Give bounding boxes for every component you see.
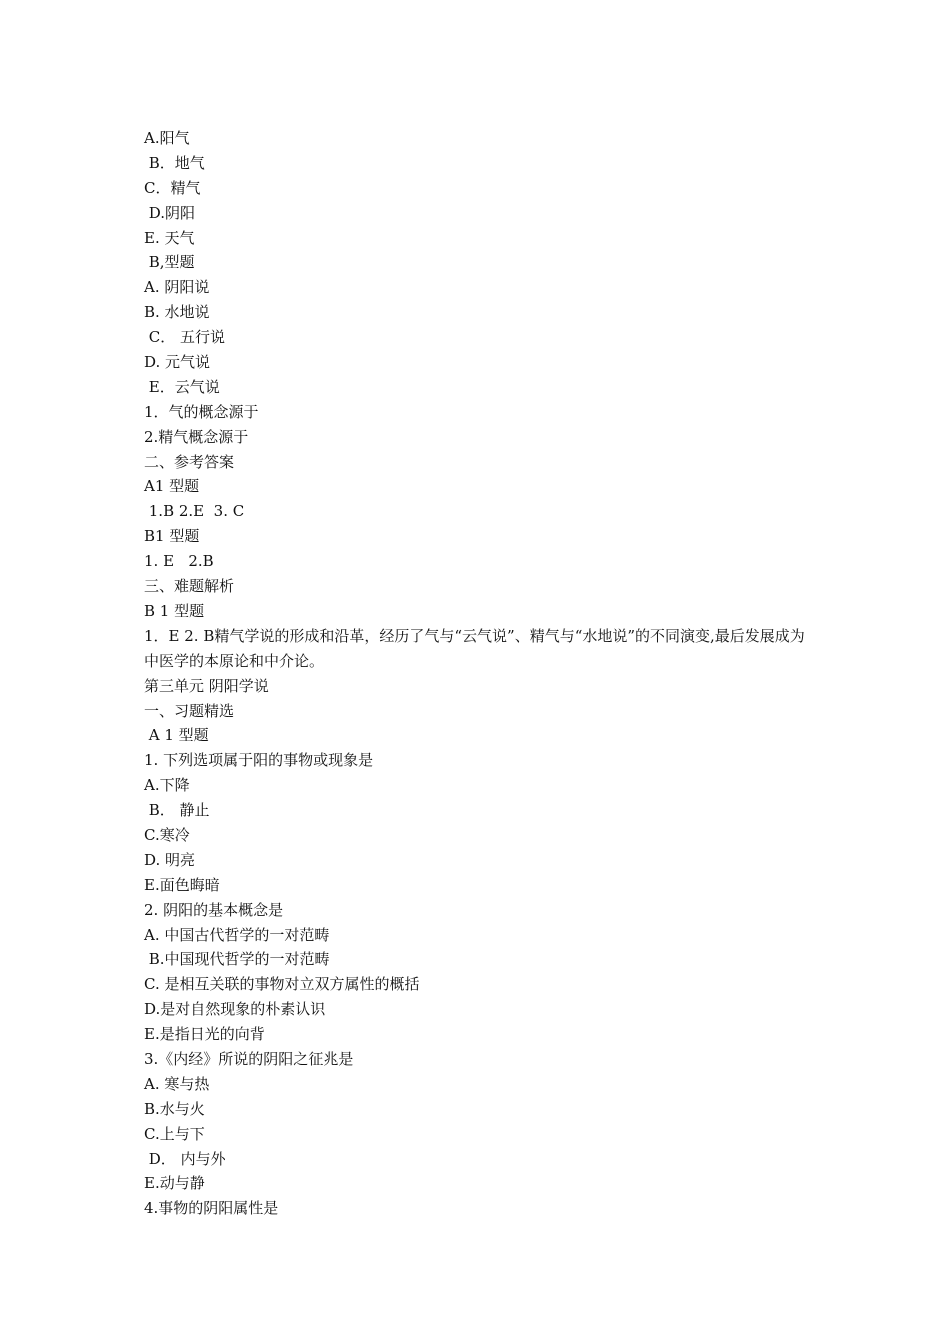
- option-e-tianqi: E. 天气: [144, 228, 195, 247]
- answer-list-b1: 1. E 2.B: [144, 552, 214, 571]
- subheading-b1-analysis: B 1 型题: [144, 601, 205, 620]
- option-e-dark-complexion: E.面色晦暗: [144, 875, 220, 894]
- question-yinyang-attribute: 4.事物的阴阳属性是: [144, 1199, 279, 1218]
- option-d-yinyang: D.阴阳: [144, 203, 196, 222]
- option-c-cold: C.寒冷: [144, 825, 190, 844]
- question-2: 2.精气概念源于: [144, 427, 249, 446]
- subheading-a1-type: A1 型题: [144, 477, 200, 496]
- option-b-modern-philosophy: B.中国现代哲学的一对范畴: [144, 950, 330, 969]
- question-yang-phenomenon: 1. 下列选项属于阳的事物或现象是: [144, 751, 374, 770]
- question-1: 1．气的概念源于: [144, 402, 259, 421]
- subheading-a1-exercises: A 1 型题: [144, 726, 209, 745]
- option-e-sunlight-facing: E.是指日光的向背: [144, 1025, 265, 1044]
- option-e-yunqi-theory: E．云气说: [144, 377, 220, 396]
- option-d-bright: D. 明亮: [144, 850, 196, 869]
- unit-title-yinyang: 第三单元 阴阳学说: [144, 676, 269, 695]
- option-a-descend: A.下降: [144, 776, 190, 795]
- document-body: [144, 126, 814, 1221]
- option-c-wuxing-theory: C． 五行说: [144, 328, 226, 347]
- option-d-inside-outside: D． 内与外: [144, 1149, 226, 1168]
- subheading-b1-type: B1 型题: [144, 527, 200, 546]
- option-b-diqi: B．地气: [144, 153, 205, 172]
- option-c-opposing-attributes: C. 是相互关联的事物对立双方属性的概括: [144, 975, 420, 994]
- option-a-yangqi: A.阳气: [144, 129, 190, 147]
- option-c-up-down: C.上与下: [144, 1124, 205, 1143]
- option-b-water-fire: B.水与火: [144, 1099, 205, 1118]
- option-a-ancient-philosophy: A. 中国古代哲学的一对范畴: [144, 925, 330, 944]
- section-heading-answers: 二、参考答案: [144, 452, 235, 471]
- option-e-motion-stillness: E.动与静: [144, 1174, 205, 1193]
- question-neijing-signs: 3.《内经》所说的阴阳之征兆是: [144, 1049, 354, 1068]
- option-a-yinyang-theory: A. 阴阳说: [144, 278, 210, 297]
- option-d-naive-understanding: D.是对自然现象的朴素认识: [144, 1000, 326, 1019]
- analysis-paragraph: 1．E 2. B精气学说的形成和沿革，经历了气与“云气说”、精气与“水地说”的不同演变,最后发展成为中医学的本原论和中介论。: [144, 626, 805, 670]
- answer-list-a1: 1.B 2.E 3. C: [144, 502, 245, 521]
- section-heading-exercises: 一、习题精选: [144, 701, 235, 720]
- section-heading-b-type: B,型题: [144, 253, 195, 272]
- question-yinyang-concept: 2. 阴阳的基本概念是: [144, 900, 284, 919]
- option-b-still: B． 静止: [144, 801, 210, 820]
- section-heading-analysis: 三、难题解析: [144, 577, 235, 596]
- option-c-jingqi: C．精气: [144, 178, 201, 197]
- option-a-cold-heat: A. 寒与热: [144, 1074, 210, 1093]
- option-d-yuanqi-theory: D. 元气说: [144, 353, 211, 372]
- option-b-shuidi-theory: B. 水地说: [144, 303, 210, 322]
